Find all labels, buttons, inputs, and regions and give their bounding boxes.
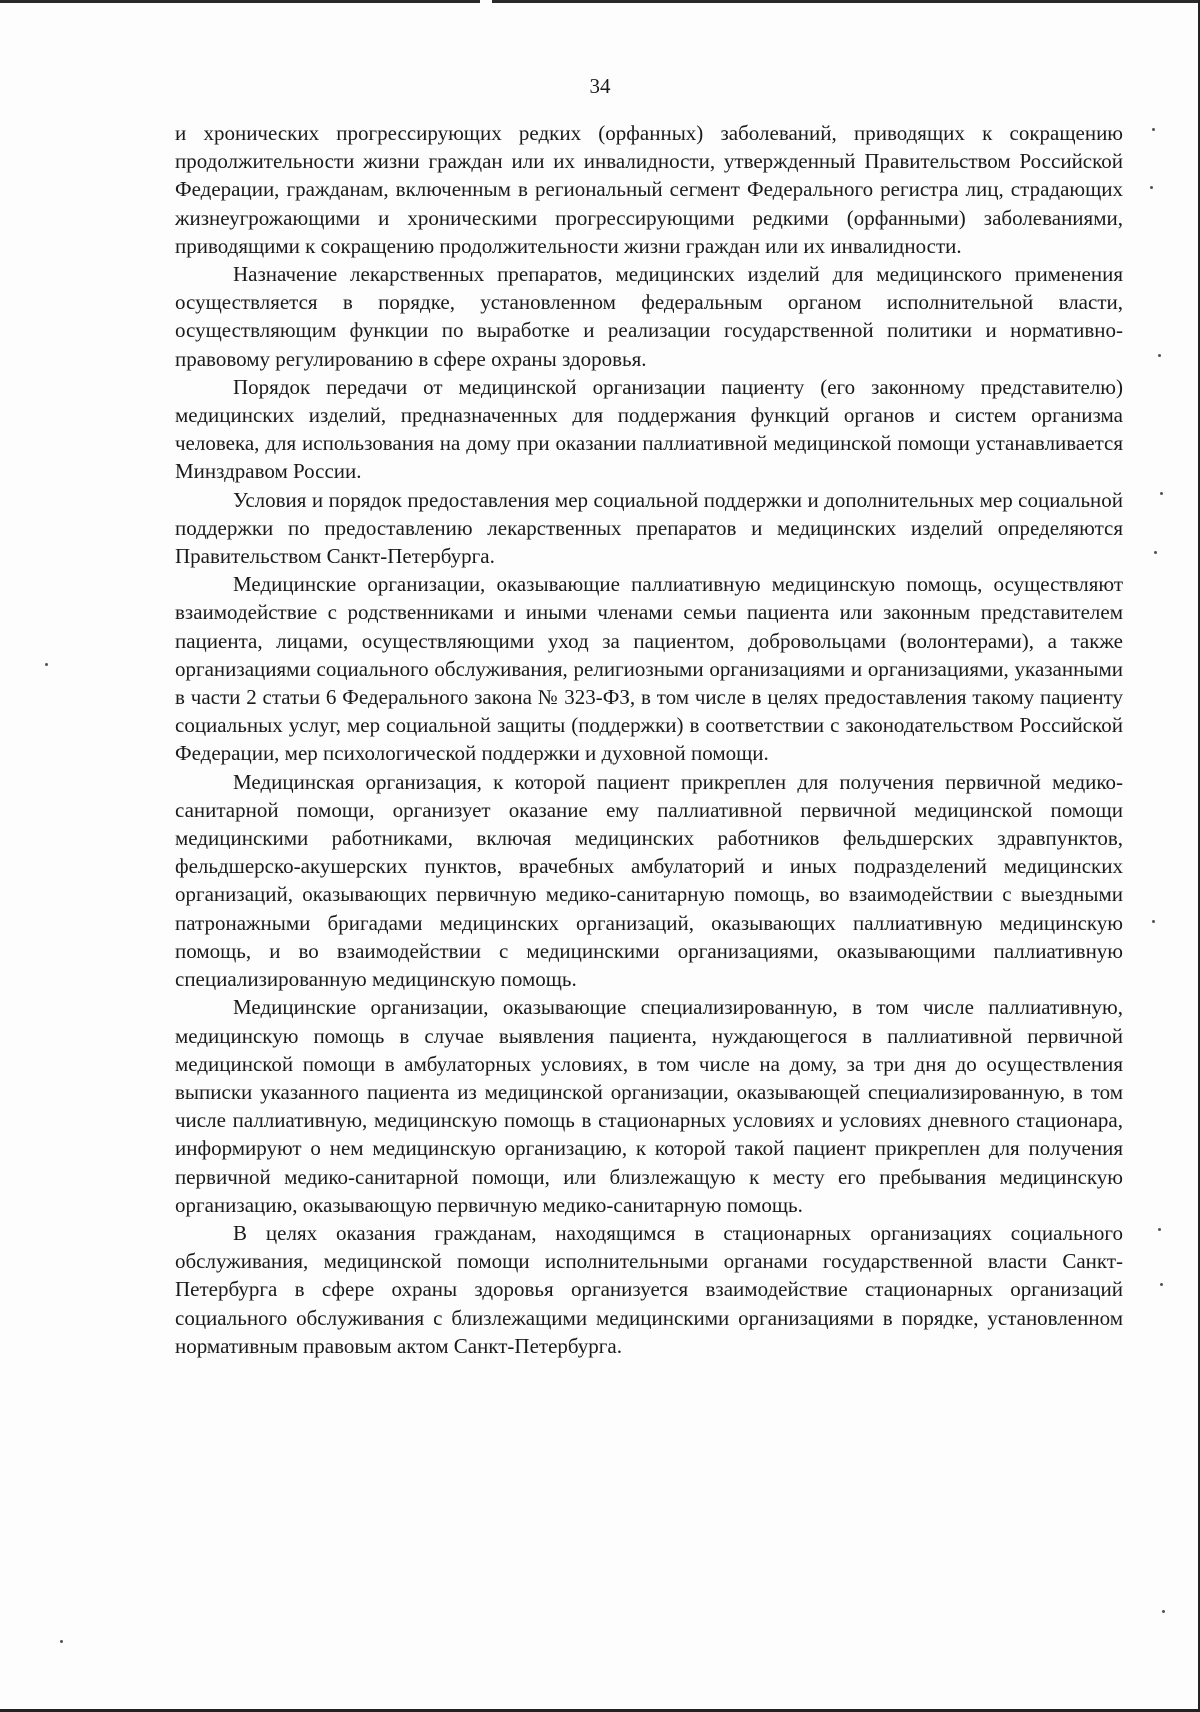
scan-speck (1160, 1283, 1163, 1286)
paragraph-7: Медицинские организации, оказывающие специализированную, в том числе паллиативную, медицинскую помощь в случае выявления пациента, нуждающегося в паллиативной первичной медицинской помощи в амбулаторных условиях, в том числе на дому, за три дня до осуществления выписки указанного пациента из медицинской организации, оказывающей специализированную, в том числе паллиативную, медицинскую помощь в стационарных условиях и условиях дневного стационара, информируют о нем медицинскую организацию, к которой такой пациент прикреплен для получения первичной медико-санитарной помощи, или близлежащую к месту его пребывания медицинскую организацию, оказывающую первичную медико-санитарную помощь. (175, 995, 1123, 1217)
paragraph-5: Медицинские организации, оказывающие паллиативную медицинскую помощь, осуществляют взаимодействие с родственниками и иными членами семьи пациента или законным представителем пациента, лицами, осуществляющими уход за пациентом, добровольцами (волонтерами), а также организациями социального обслуживания, религиозными организациями и организациями, указанными в части 2 статьи 6 Федерального закона № 323-ФЗ, в том числе в целях предоставления такому пациенту социальных услуг, мер социальной защиты (поддержки) в соответствии с законодательством Российской Федерации, мер психологической поддержки и духовной помощи. (175, 572, 1123, 766)
paragraph-2: Назначение лекарственных препаратов, медицинских изделий для медицинского применения осуществляется в порядке, установленном федеральным органом исполнительной власти, осуществляющим функции по выработке и реализации государственной политики и нормативно-правовому регулированию в сфере охраны здоровья. (175, 262, 1123, 371)
scan-speck (1158, 354, 1161, 357)
paragraph-1: и хронических прогрессирующих редких (орфанных) заболеваний, приводящих к сокращению продолжительности жизни граждан или их инвалидности, утвержденный Правительством Российской Федерации, гражданам, включенным в региональный сегмент Федерального регистра лиц, страдающих жизнеугрожающими и хроническими прогрессирующими редкими (орфанными) заболеваниями, приводящими к сокращению продолжительности жизни граждан или их инвалидности. (175, 121, 1123, 258)
scan-speck (1150, 186, 1153, 189)
scan-speck (1152, 128, 1155, 131)
paragraph-6: Медицинская организация, к которой пациент прикреплен для получения первичной медико-санитарной помощи, организует оказание ему паллиативной первичной медицинской помощи медицинскими работниками, включая медицинских работников фельдшерских здравпунктов, фельдшерско-акушерских пунктов, врачебных амбулаторий и иных подразделений медицинских организаций, оказывающих первичную медико-санитарную помощь, во взаимодействии с выездными патронажными бригадами медицинских организаций, оказывающих паллиативную медицинскую помощь, и во взаимодействии с медицинскими организациями, оказывающими паллиативную специализированную медицинскую помощь. (175, 769, 1123, 992)
scan-speck (60, 1640, 63, 1643)
scan-speck (1154, 551, 1157, 554)
document-body (175, 119, 1123, 1360)
scan-speck (1152, 920, 1155, 923)
paragraph-8: В целях оказания гражданам, находящимся в стационарных организациях социального обслуживания, медицинской помощи исполнительными органами государственной власти Санкт-Петербурга в сфере охраны здоровья организуется взаимодействие стационарных организаций социального обслуживания с близлежащими медицинскими организациями в порядке, установленном нормативным правовым актом Санкт-Петербурга. (175, 1220, 1123, 1358)
scan-speck (1160, 492, 1163, 495)
scan-speck (1158, 1228, 1161, 1231)
scan-speck (1162, 1610, 1165, 1613)
scan-edge-top (0, 0, 1200, 3)
paragraph-4: Условия и порядок предоставления мер социальной поддержки и дополнительных мер социальной поддержки по предоставлению лекарственных препаратов и медицинских изделий определяются Правительством Санкт-Петербурга. (175, 487, 1123, 569)
page-number: 34 (589, 74, 611, 98)
paragraph-3: Порядок передачи от медицинской организации пациенту (его законному представителю) медицинских изделий, предназначенных для поддержания функций органов и систем организма человека, для использования на дому при оказании паллиативной медицинской помощи устанавливается Минздравом России. (175, 374, 1123, 484)
scan-speck (45, 663, 48, 666)
